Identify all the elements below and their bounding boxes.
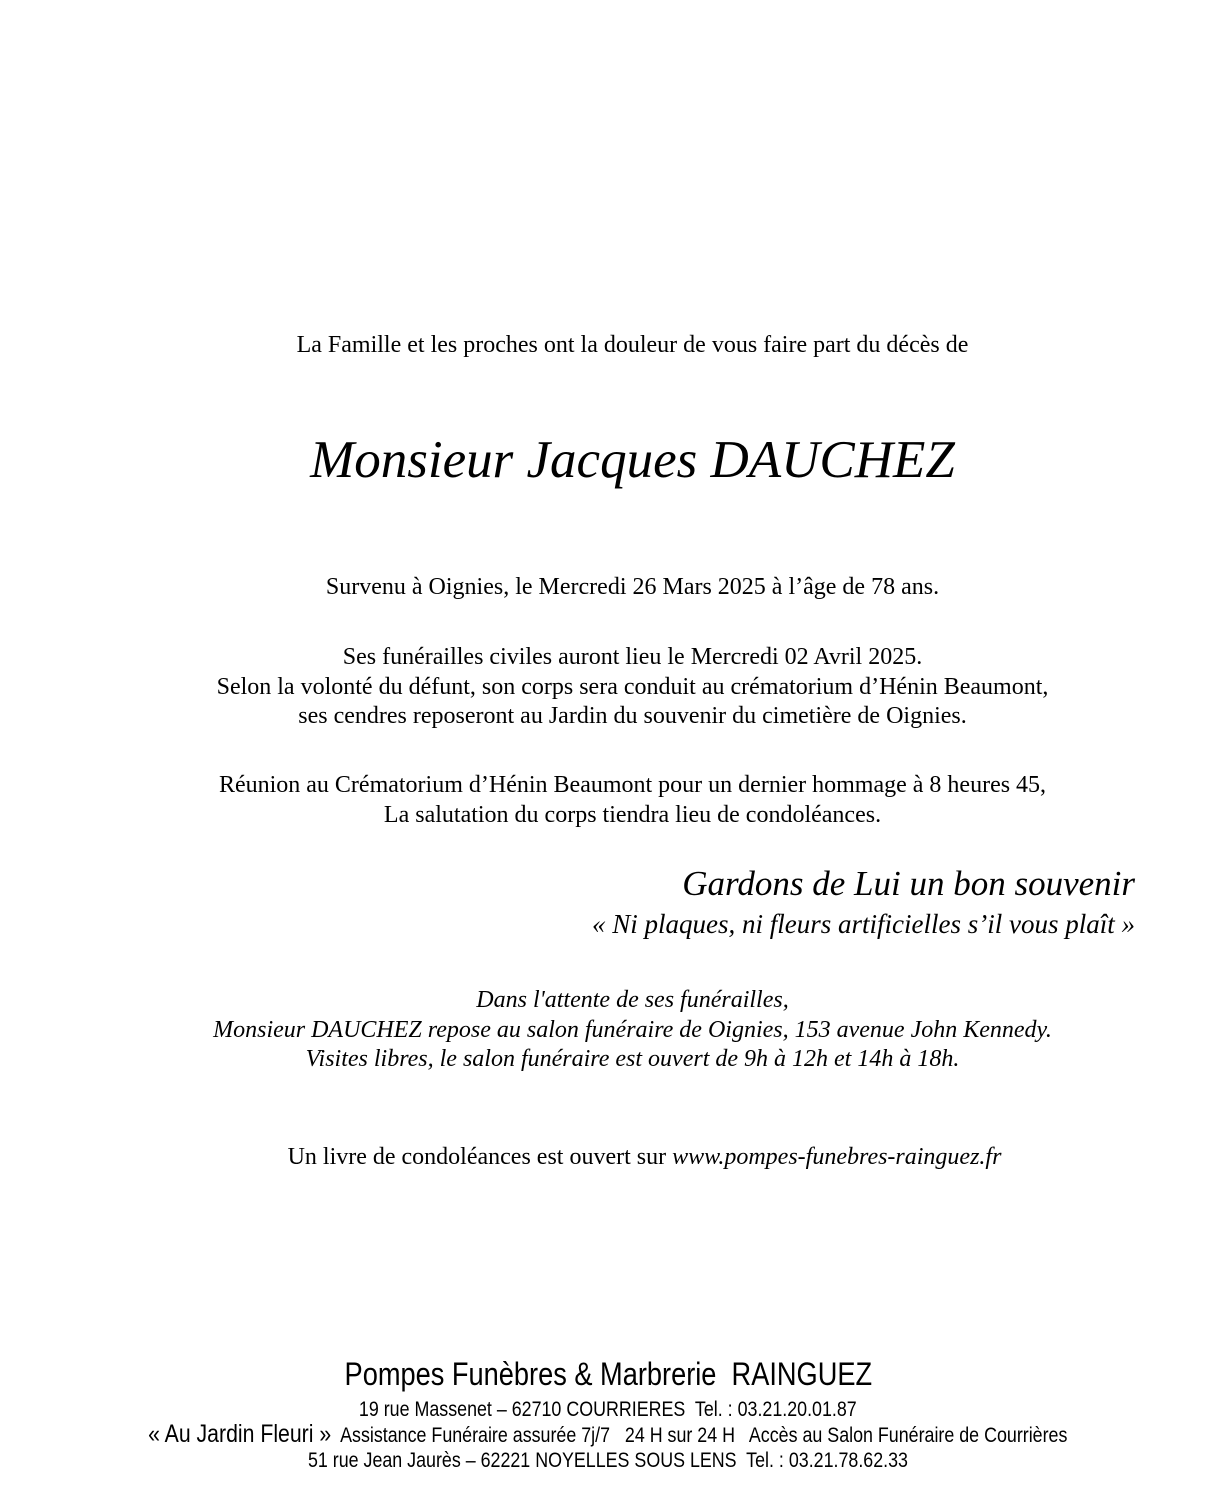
ceremony-line-2: La salutation du corps tiendra lieu de condoléances. (383, 801, 882, 828)
death-date-line: Survenu à Oignies, le Mercredi 26 Mars 2025 à l’âge de 78 ans. (325, 574, 940, 600)
footer-address-noyelles (8, 1449, 1208, 1473)
deceased-name-title: Monsieur Jacques DAUCHEZ (310, 431, 955, 489)
funeral-line-3: ses cendres reposeront au Jardin du souvenir du cimetière de Oignies. (298, 703, 967, 729)
repose-line-1: Dans l'attente de ses funérailles, (476, 987, 789, 1013)
funeral-paragraph (130, 643, 1135, 732)
condolence-book-line (130, 1117, 1135, 1198)
footer-brand-name: « Au Jardin Fleuri » (148, 1420, 332, 1448)
condolence-book-url: www.pompes-funebres-rainguez.fr (672, 1144, 1002, 1170)
funeral-home-name-text: Pompes Funèbres & Marbrerie RAINGUEZ (344, 1356, 872, 1392)
footer-services-text: Assistance Funéraire assurée 7j/7 24 H sur 24 H Accès au Salon Funéraire de Courrières (331, 1424, 1068, 1447)
ceremony-paragraph (130, 771, 1135, 830)
funeral-line-1: Ses funérailles civiles auront lieu le Mercredi 02 Avril 2025. (342, 644, 923, 670)
tribute-line: Gardons de Lui un bon souvenir (682, 864, 1135, 903)
no-flowers-request-line: « Ni plaques, ni fleurs artificielles s’il vous plaît » (592, 909, 1135, 939)
intro-line: La Famille et les proches ont la douleur de vous faire part du décès de (296, 332, 969, 358)
repose-paragraph (130, 986, 1135, 1075)
footer-brand-services-line (8, 1420, 1208, 1449)
ceremony-line-1: Réunion au Crématorium d’Hénin Beaumont pour un dernier hommage à 8 heures 45, (218, 772, 1047, 798)
funeral-line-2: Selon la volonté du défunt, son corps sera conduit au crématorium d’Hénin Beaumont, (216, 673, 1049, 700)
footer-address-courrieres-text: 19 rue Massenet – 62710 COURRIERES Tel. : 03.21.20.01.87 (359, 1398, 857, 1421)
footer-address-noyelles-text: 51 rue Jean Jaurès – 62221 NOYELLES SOUS LENS Tel. : 03.21.78.62.33 (307, 1449, 908, 1472)
funeral-home-name (8, 1356, 1208, 1393)
footer-address-courrieres (8, 1398, 1208, 1422)
repose-line-3: Visites libres, le salon funéraire est ouvert de 9h à 12h et 14h à 18h. (305, 1046, 960, 1072)
footer-brand-services-text (148, 1420, 1067, 1449)
condolence-book-prefix: Un livre de condoléances est ouvert sur (287, 1144, 673, 1170)
repose-line-2: Monsieur DAUCHEZ repose au salon funéraire de Oignies, 153 avenue John Kennedy. (213, 1016, 1052, 1043)
